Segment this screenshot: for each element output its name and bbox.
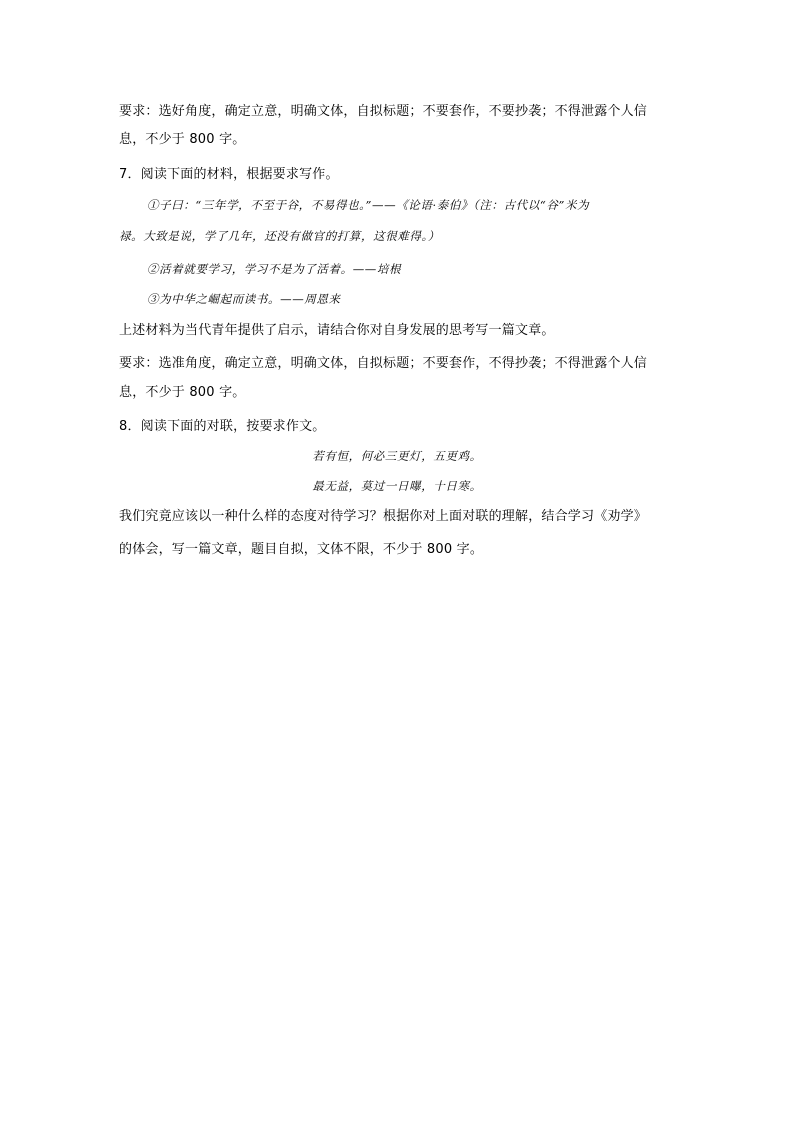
material-2: ②活着就要学习，学习不是为了活着。——培根 [147,262,402,276]
material-1-line-1: ①子曰：“三年学，不至于谷，不易得也。”——《论语·泰伯》（注：古代以“谷”米为 [147,198,590,212]
couplet-line-2: 最无益，莫过一日曝，十日寒。 [312,479,482,493]
requirement-7-line-1: 要求：选准角度，确定立意，明确文体，自拟标题；不要套作，不得抄袭；不得泄露个人信 [119,356,648,371]
question-7-heading: 7．阅读下面的材料，根据要求写作。 [119,167,339,182]
material-3: ③为中华之崛起而读书。——周恩来 [147,292,341,306]
requirement-line-1: 要求：选好角度，确定立意，明确文体，自拟标题；不要套作，不要抄袭；不得泄露个人信 [119,104,648,119]
question-8-prompt-line-2: 的体会，写一篇文章，题目自拟，文体不限，不少于 800 字。 [119,542,484,557]
question-8-prompt-line-1: 我们究竟应该以一种什么样的态度对待学习？根据你对上面对联的理解，结合学习《劝学》 [119,509,648,524]
question-8-heading: 8．阅读下面的对联，按要求作文。 [119,419,326,434]
requirement-7-line-2: 息，不少于 800 字。 [119,385,246,400]
material-1-line-2: 禄。大致是说，学了几年，还没有做官的打算，这很难得。） [119,229,440,243]
requirement-line-2: 息，不少于 800 字。 [119,132,246,147]
couplet-line-1: 若有恒，何必三更灯，五更鸡。 [312,449,482,463]
prompt-text: 上述材料为当代青年提供了启示，请结合你对自身发展的思考写一篇文章。 [119,323,555,338]
